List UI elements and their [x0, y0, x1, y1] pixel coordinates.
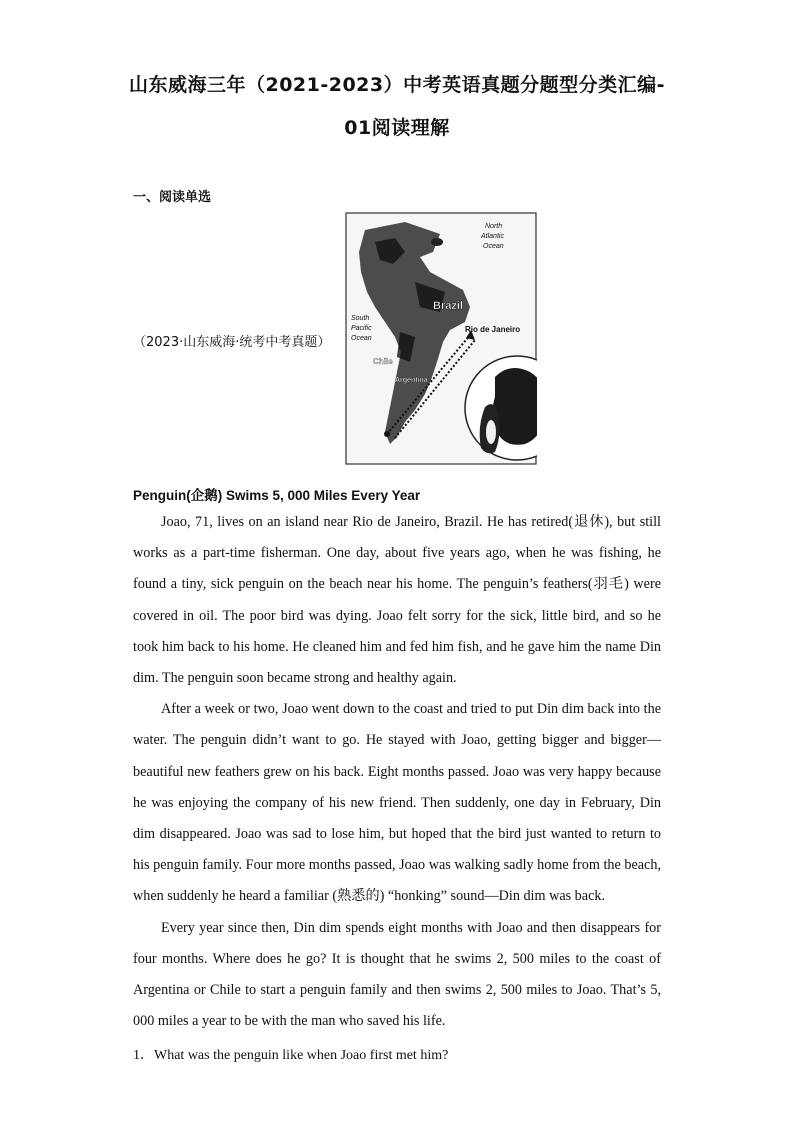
map-label-south: South [351, 315, 370, 322]
caribbean-island [431, 238, 443, 246]
document-title-line-2: 01阅读理解 [344, 117, 450, 139]
map-label-pacific: Pacific [351, 325, 372, 332]
south-america-map-image [345, 212, 537, 465]
map-label-argentina: Argentina [395, 377, 428, 384]
article-title: Penguin(企鹅) Swims 5, 000 Miles Every Year [133, 488, 421, 503]
map-label-ocean-s: Ocean [351, 335, 372, 342]
map-label-chile: Chile [373, 357, 393, 366]
map-label-atlantic: Atlantic [481, 233, 504, 240]
article-body [133, 507, 661, 1037]
map-label-rio: Rio de Janeiro [465, 325, 521, 334]
document-title-line-1: 山东威海三年（2021-2023）中考英语真题分题型分类汇编- [128, 74, 666, 96]
question-1: 1．What was the penguin like when Joao first met him? [133, 1048, 449, 1063]
map-label-brazil: Brazil [433, 300, 463, 312]
paragraph-1: Joao, 71, lives on an island near Rio de Janeiro, Brazil. He has retired(退休), but still works as a part-time fisherman. One day, about five years ago, when he was fishing, he found a tiny, sick penguin on the beach near his home. The penguin’s feathers(羽毛) were covered in oil. The poor bird was dying. Joao felt sorry for the sick, little bird, and so he took him back to his home. He cleaned him and fed him fish, and he gave him the name Din dim. The penguin soon became strong and healthy again. [133, 514, 661, 687]
map-label-ocean-n: Ocean [483, 243, 504, 250]
route-start-dot [384, 431, 390, 437]
man-silhouette [493, 368, 537, 445]
paragraph-3: Every year since then, Din dim spends eight months with Joao and then disappears for four months. Where does he go? It is thought that he swims 2, 500 miles to the coast of Argentina or Chile to start a penguin family and then swims 2, 500 miles to Joao. That’s 5, 000 miles a year to be with the man who saved his life. [133, 919, 661, 1030]
paragraph-2: After a week or two, Joao went down to the coast and tried to put Din dim back into the water. The penguin didn’t want to go. He stayed with Joao, getting bigger and bigger—beautiful new feathers grew on his back. Eight months passed. Joao was very happy because he was enjoying the company of his new friend. Then suddenly, one day in February, Din dim disappeared. Joao was sad to lose him, but hoped that the bird just wanted to return to his penguin family. Four more months passed, Joao was walking sadly home from the beach, when suddenly he heard a familiar (熟悉的) “honking” sound—Din dim was back. [133, 701, 661, 905]
source-tag: （2023·山东威海·统考中考真题） [133, 335, 331, 350]
section-label: 一、阅读单选 [133, 190, 212, 205]
map-label-north: North [485, 223, 503, 230]
penguin-belly [486, 420, 496, 444]
